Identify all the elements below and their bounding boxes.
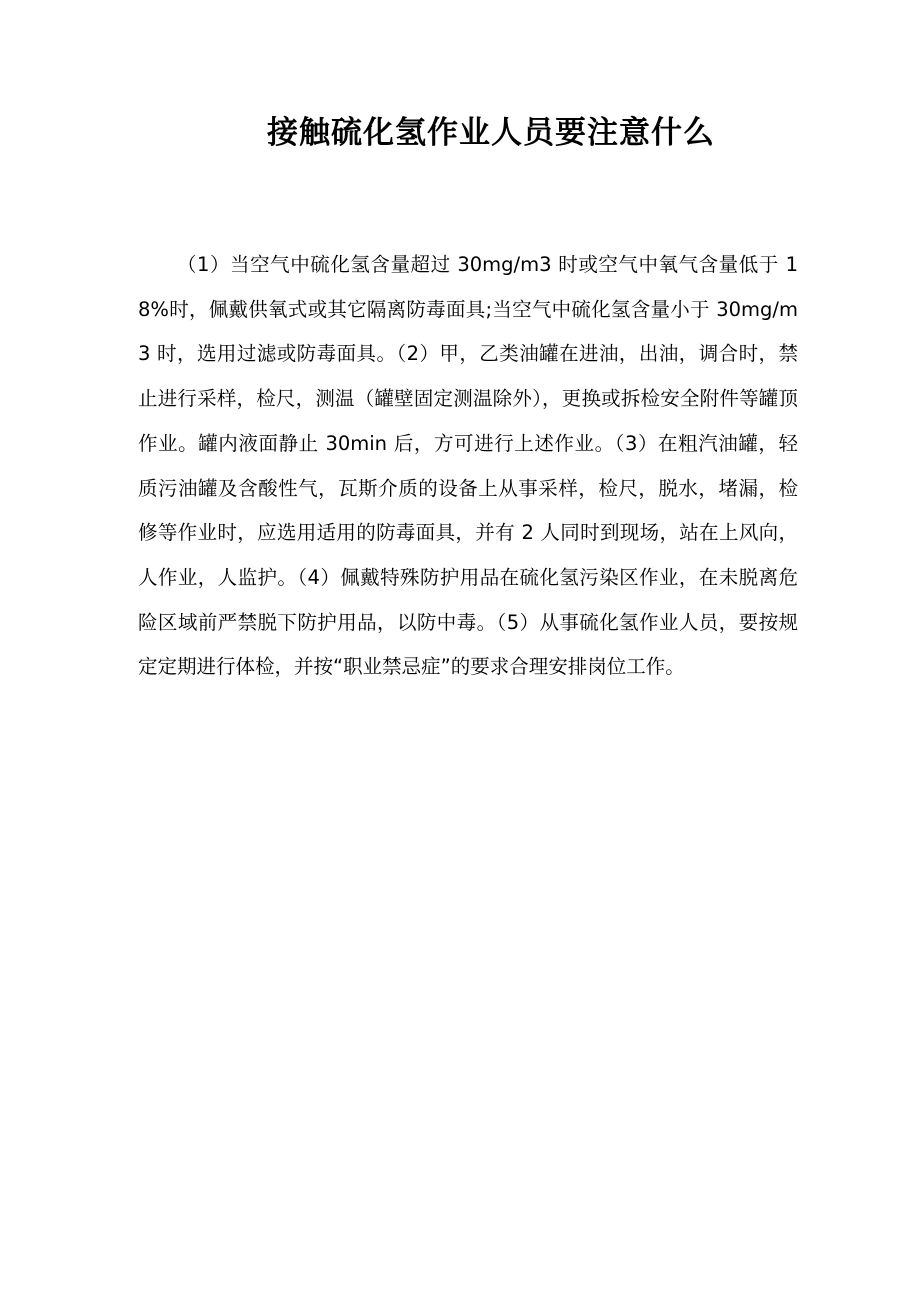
body-paragraph: （1）当空气中硫化氢含量超过 30mg/m3 时或空气中氧气含量低于 18%时，佩戴供氧式或其它隔离防毒面具;当空气中硫化氢含量小于 30mg/m3 时，选用过滤或防毒面具。（2）甲，乙类油罐在进油，出油，调合时，禁止进行采样，检尺，测温（罐壁固定测温除外），更换或拆检安全附件等罐顶作业。罐内液面静止 30min 后，方可进行上述作业。（3）在粗汽油罐，轻质污油罐及含酸性气，瓦斯介质的设备上从事采样，检尺，脱水，堵漏，检修等作业时，应选用适用的防毒面具，并有 2 人同时到现场，站在上风向，人作业，人监护。（4）佩戴特殊防护用品在硫化氢污染区作业，在未脱离危险区域前严禁脱下防护用品，以防中毒。（5）从事硫化氢作业人员，要按规定定期进行体检，并按“职业禁忌症”的要求合理安排岗位工作。	[138, 253, 798, 679]
page-title: 接触硫化氢作业人员要注意什么	[267, 115, 715, 151]
